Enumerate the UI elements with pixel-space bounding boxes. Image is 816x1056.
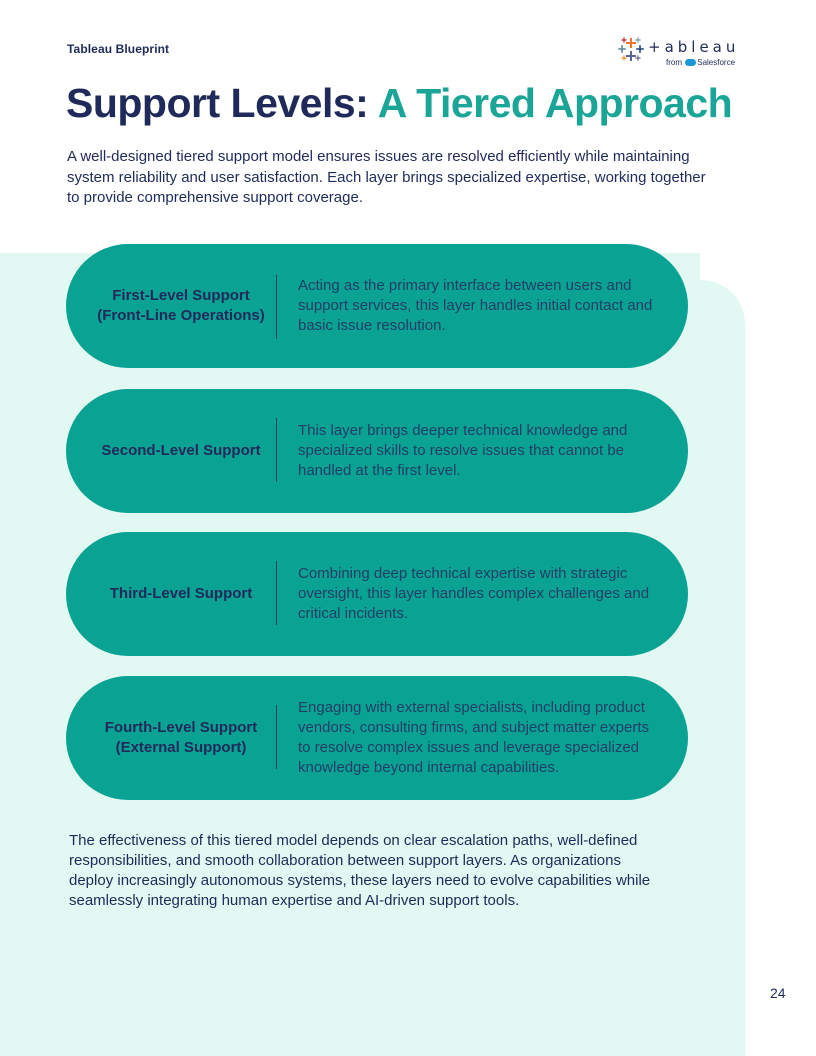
- salesforce-cloud-icon: [685, 59, 696, 66]
- page-title-accent: A Tiered Approach: [377, 80, 733, 126]
- intro-paragraph: A well-designed tiered support model ensures issues are resolved efficiently while maintaining system reliability and user satisfaction. Each layer brings specialized expertise, working together to provide comprehensive support coverage.: [67, 148, 706, 206]
- tier-divider: [276, 561, 277, 625]
- tier-description: Engaging with external specialists, including product vendors, consulting firms, and subject matter experts to resolve complex issues and leverage specialized knowledge beyond internal capabilities.: [298, 699, 649, 776]
- page-number: 24: [770, 985, 786, 1001]
- tier-card-fourth-level: [66, 676, 688, 800]
- closing-paragraph: The effectiveness of this tiered model depends on clear escalation paths, well-defined responsibilities, and smooth collaboration between support layers. As organizations deploy increasingly autonomous systems, these layers need to evolve capabilities while seamlessly integrating human expertise and AI-driven support tools.: [69, 832, 651, 909]
- logo-wordmark: +ableau: [648, 38, 740, 56]
- tier-card-first-level: [66, 244, 688, 368]
- tier-name: Fourth-Level Support (External Support): [104, 719, 258, 756]
- tier-divider: [276, 275, 277, 339]
- page-title: [66, 80, 732, 127]
- tier-divider: [276, 705, 277, 769]
- tier-description: This layer brings deeper technical knowledge and specialized skills to resolve issues that cannot be handled at the first level.: [298, 422, 628, 479]
- logo-byline-prefix: from: [666, 58, 682, 67]
- tier-card-second-level: [66, 389, 688, 513]
- tableau-logo-icon: [618, 36, 644, 62]
- tier-name: First-Level Support (Front-Line Operations): [97, 287, 265, 324]
- tier-description: Combining deep technical expertise with strategic oversight, this layer handles complex challenges and critical incidents.: [298, 565, 650, 622]
- document-label: Tableau Blueprint: [67, 42, 170, 56]
- logo-byline: [666, 58, 735, 67]
- tier-card-third-level: [66, 532, 688, 656]
- tier-divider: [276, 418, 277, 482]
- tier-name: Third-Level Support: [109, 585, 253, 602]
- tier-name: Second-Level Support: [101, 442, 261, 459]
- tableau-logo: [618, 36, 746, 72]
- page-title-main: Support Levels:: [66, 80, 369, 126]
- tier-description: Acting as the primary interface between users and support services, this layer handles initial contact and basic issue resolution.: [298, 277, 653, 334]
- logo-byline-brand: Salesforce: [697, 58, 736, 67]
